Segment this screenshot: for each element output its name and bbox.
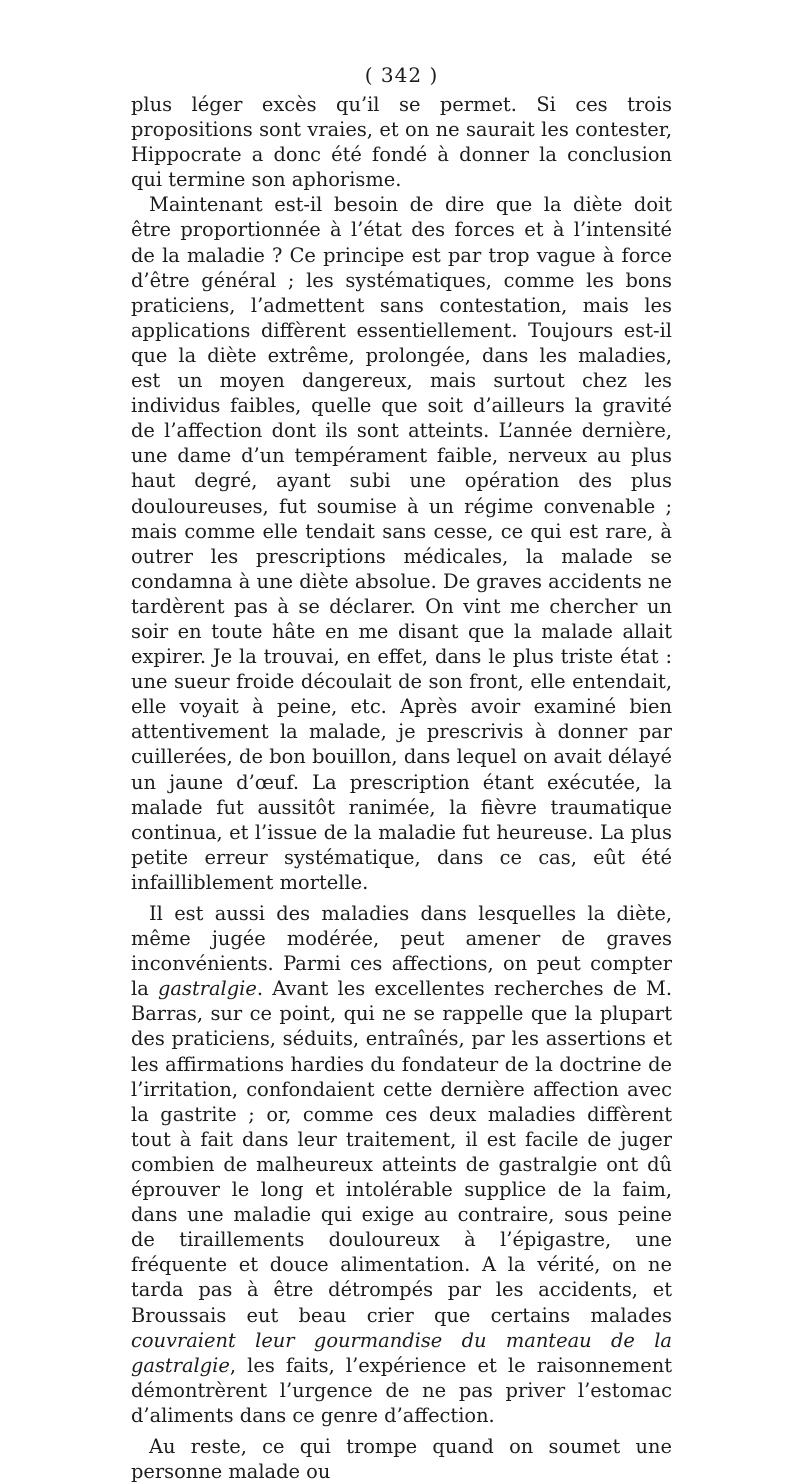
- text-segment: , les faits, l’expérience et le raisonnement démontrèrent l’urgence de ne pas priver l’estomac d’aliments dans ce genre d’affection.: [131, 1353, 672, 1427]
- paragraph-2: [131, 192, 672, 895]
- text-segment: Il est aussi des maladies dans lesquelles la diète, même jugée modérée, peut amener de graves inconvénients. Parmi ces affections, on peut compter la: [131, 902, 672, 1001]
- text-segment: plus léger excès qu’il se permet. Si ces trois propositions sont vraies, et on ne saurait les contester, Hippocrate a donc été fondé à donner la conclusion qui termine son aphorisme.: [131, 93, 672, 192]
- text-segment: Maintenant est-il besoin de dire que la diète doit être proportionnée à l’état des forces et à l’intensité de la maladie ? Ce principe est par trop vague à force d’être général ; les systématiques, comme les bons praticiens, l’admettent sans contestation, mais les applications diffèrent essentiellement. Toujours est-il que la diète extrême, prolongée, dans les maladies, est un moyen dangereux, mais surtout chez les individus faibles, quelle que soit d’ailleurs la gravité de l’affection dont ils sont atteints. L’année dernière, une dame d’un tempérament faible, nerveux au plus haut degré, ayant subi une opération des plus douloureuses, fut soumise à un régime convenable ; mais comme elle tendait sans cesse, ce qui est rare, à outrer les prescriptions médicales, la malade se condamna à une diète absolue. De graves accidents ne tardèrent pas à se déclarer. On vint me chercher un soir en toute hâte en me disant que la malade allait expirer. Je la trouvai, en effet, dans le plus triste état : une sueur froide découlait de son front, elle entendait, elle voyait à peine, etc. Après avoir examiné bien attentivement la malade, je prescrivis à donner par cuillerées, de bon bouillon, dans lequel on avait délayé un jaune d’œuf. La prescription étant exécutée, la malade fut aussitôt ranimée, la fièvre traumatique continua, et l’issue de la maladie fut heureuse. La plus petite erreur systématique, dans ce cas, eût été infailliblement mortelle.: [131, 193, 672, 894]
- italic-quote: couvraient leur gourmandise du manteau de la gastralgie: [131, 1328, 672, 1377]
- paragraph-4: [131, 1434, 672, 1484]
- book-page: [131, 62, 672, 1484]
- italic-term-gastralgie: gastralgie: [158, 977, 257, 1001]
- text-segment: Au reste, ce qui trompe quand on soumet une personne malade ou: [131, 1434, 672, 1484]
- paragraph-1: [131, 92, 672, 192]
- text-segment: . Avant les excellentes recherches de M. Barras, sur ce point, qui ne se rappelle que la plupart des praticiens, séduits, entraînés, par les assertions et les affirmations hardies du fondateur de la doctrine de l’irritation, confondaient cette dernière affection avec la gastrite ; or, comme ces deux maladies diffèrent tout à fait dans leur traitement, il est facile de juger combien de malheureux atteints de gastralgie ont dû éprouver le long et intolérable supplice de la faim, dans une maladie qui exige au contraire, sous peine de tiraillements douloureux à l’épigastre, une fréquente et douce alimentation. A la vérité, on ne tarda pas à être détrompés par les accidents, et Broussais eut beau crier que certains malades: [131, 977, 672, 1327]
- paragraph-3: [131, 901, 672, 1428]
- page-number: ( 342 ): [364, 63, 439, 87]
